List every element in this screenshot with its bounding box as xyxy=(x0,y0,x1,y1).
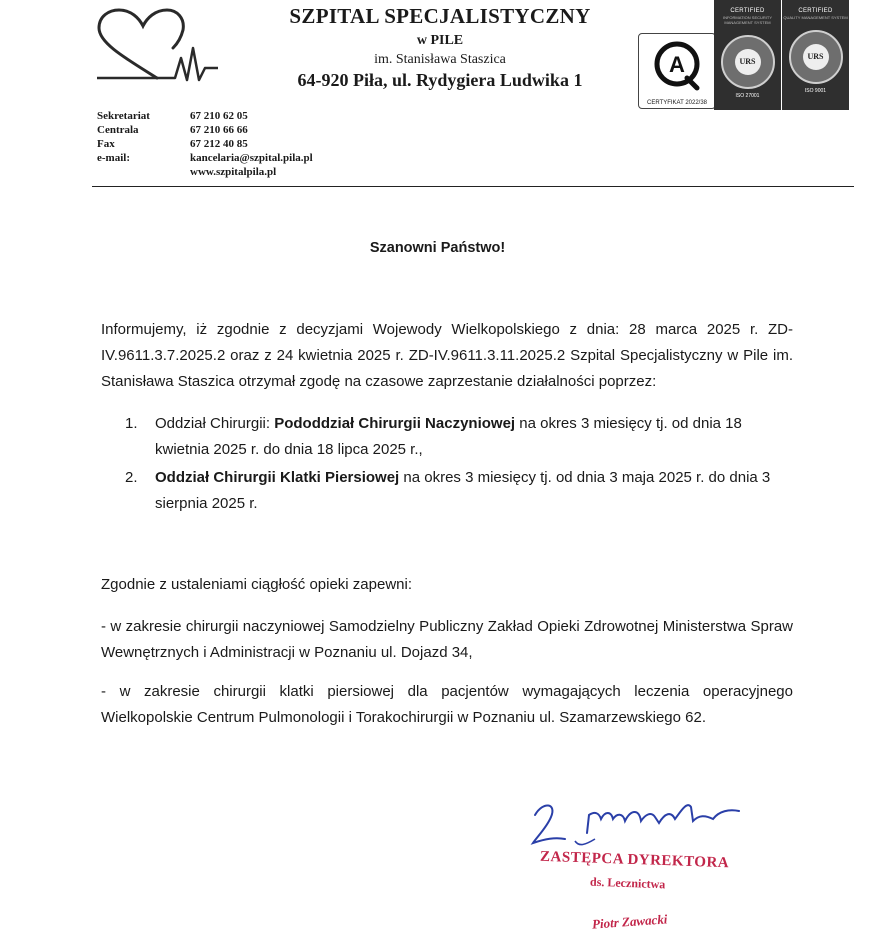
badge-iso-code: ISO 9001 xyxy=(804,88,827,94)
hospital-city: w PILE xyxy=(416,33,464,48)
contact-value-email: kancelaria@szpital.pila.pl xyxy=(190,152,313,164)
contact-label-fax: Fax xyxy=(97,138,115,150)
contact-value-switchboard: 67 210 66 66 xyxy=(190,124,248,136)
stamp-subtitle: ds. Lecznictwa xyxy=(589,874,666,892)
qa-certificate-caption: CERTYFIKAT 2022/38 xyxy=(646,100,708,106)
contact-value-secretariat: 67 210 62 05 xyxy=(190,110,248,122)
thoracic-surgery-provider-paragraph: - w zakresie chirurgii klatki piersiowej dla pacjentów wymagających leczenia operacyjnego Wielkopolskie Centrum Pulmonologii i Torakochirurgii w Poznaniu ul. Szamarzewskiego 62. xyxy=(101,683,793,726)
urs-seal-icon xyxy=(721,35,775,89)
list-item-bold-unit: Oddział Chirurgii Klatki Piersiowej xyxy=(155,469,400,486)
letter-salutation: Szanowni Państwo! xyxy=(369,240,506,256)
badge-subtitle: QUALITY MANAGEMENT SYSTEM xyxy=(783,15,848,20)
contact-label-switchboard: Centrala xyxy=(97,124,139,136)
urs-seal-icon xyxy=(789,30,843,84)
stamp-name: Piotr Zawacki xyxy=(591,911,668,932)
badge-iso-code: ISO 27001 xyxy=(735,93,760,99)
contact-label-secretariat: Sekretariat xyxy=(97,110,150,122)
hospital-patron: im. Stanisława Staszica xyxy=(374,52,506,67)
qa-certificate-icon xyxy=(639,34,715,96)
list-item-bold-unit: Pododdział Chirurgii Naczyniowej xyxy=(274,415,516,432)
badge-title: CERTIFIED xyxy=(798,8,833,14)
list-item-prefix: Oddział Chirurgii: xyxy=(155,415,275,432)
list-item-period: na okres 3 miesięcy tj. od dnia 18 kwietnia 2025 r. do dnia 18 lipca 2025 r., xyxy=(155,415,742,458)
contact-value-fax: 67 212 40 85 xyxy=(190,138,248,150)
svg-text:A: A xyxy=(669,52,685,77)
hospital-logo-heart-ecg-icon xyxy=(95,8,220,83)
badge-title: CERTIFIED xyxy=(730,8,765,14)
quality-certificate-logo xyxy=(638,33,716,109)
list-item-number: 1. xyxy=(125,415,138,432)
handwritten-signature xyxy=(525,793,755,853)
list-item-content xyxy=(155,411,793,463)
continuity-of-care-paragraph: Zgodnie z ustaleniami ciągłość opieki zapewni: xyxy=(101,576,413,593)
list-item-number: 2. xyxy=(125,469,138,486)
list-item-content xyxy=(155,465,793,517)
hospital-address: 64-920 Piła, ul. Rydygiera Ludwika 1 xyxy=(297,70,583,90)
stamp-title: ZASTĘPCA DYREKTORA xyxy=(539,848,730,872)
list-item-period: na okres 3 miesięcy tj. od dnia 3 maja 2025 r. do dnia 3 sierpnia 2025 r. xyxy=(155,469,771,512)
vascular-surgery-provider-paragraph: - w zakresie chirurgii naczyniowej Samodzielny Publiczny Zakład Opieki Zdrowotnej Ministerstwa Spraw Wewnętrznych i Administracji w Poznaniu ul. Dojazd 34, xyxy=(101,618,793,661)
badge-subtitle: INFORMATION SECURITY MANAGEMENT SYSTEM xyxy=(722,15,773,25)
seal-text: URS xyxy=(803,44,829,70)
hospital-name: SZPITAL SPECJALISTYCZNY xyxy=(289,4,591,28)
iso-9001-badge xyxy=(782,0,849,110)
letter-intro-paragraph: Informujemy, iż zgodnie z decyzjami Wojewody Wielkopolskiego z dnia: 28 marca 2025 r. ZD-IV.9611.3.7.2025.2 oraz z 24 kwietnia 2025 r. ZD-IV.9611.3.11.2025.2 Szpital Specjalistyczny w Pile im. Stanisława Staszica otrzymał zgodę na czasowe zaprzestanie działalności poprzez: xyxy=(101,321,793,390)
contact-label-email: e-mail: xyxy=(97,152,130,164)
header-divider xyxy=(92,186,854,187)
iso-27001-badge xyxy=(714,0,781,110)
contact-value-website: www.szpitalpila.pl xyxy=(190,166,277,178)
seal-text: URS xyxy=(735,49,761,75)
